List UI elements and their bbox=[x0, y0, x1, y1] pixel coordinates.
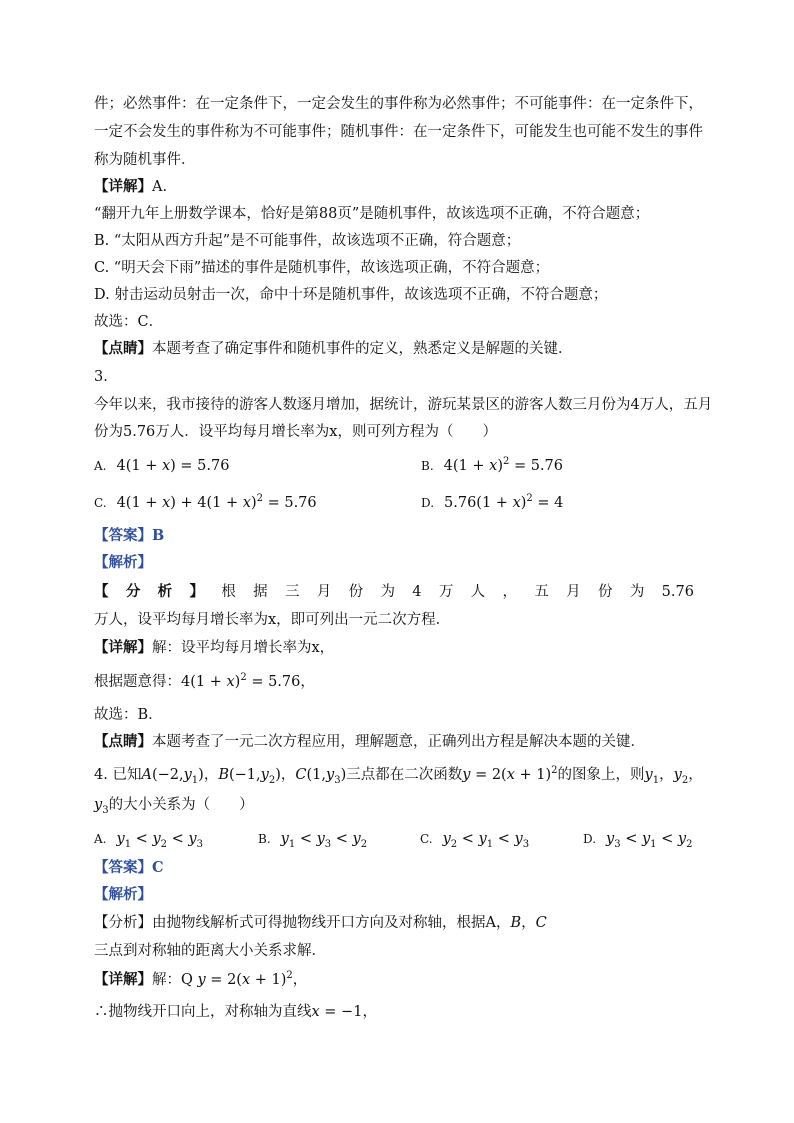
option-b: B. $y_1 < y_3 < y_2$ bbox=[258, 831, 368, 850]
conclusion-line: ∴抛物线开口向上，对称轴为直线x = −1， bbox=[94, 1004, 377, 1020]
analysis-char: 万 bbox=[438, 584, 454, 600]
analysis-tag: 【解析】 bbox=[94, 886, 152, 903]
question-4-line-2: $y_3$的大小关系为（ ） bbox=[94, 797, 254, 816]
comment-tag: 【点睛】 bbox=[94, 340, 152, 357]
detail-line bbox=[94, 177, 167, 197]
answer-tag: 【答案】B bbox=[94, 527, 165, 544]
option-c: C. $y_2 < y_1 < y_3$ bbox=[420, 831, 530, 850]
analysis-char: 份 bbox=[597, 584, 613, 600]
question-number: 3. bbox=[94, 369, 108, 385]
detail-tag: 【详解】 bbox=[94, 178, 152, 195]
text-line: B. “太阳从西方升起”是不可能事件，故该选项不正确，符合题意； bbox=[94, 233, 521, 249]
comment-line bbox=[94, 339, 573, 359]
analysis-char: 分 bbox=[125, 583, 141, 600]
analysis-char: 【 bbox=[94, 583, 109, 600]
analysis-char: 】 bbox=[189, 583, 204, 600]
analysis-line: 【分析】由抛物线解析式可得抛物线开口方向及对称轴，根据A，B，C bbox=[94, 915, 547, 931]
analysis-char: 析 bbox=[157, 583, 173, 600]
text-line: 称为随机事件． bbox=[94, 152, 196, 168]
text-line: 件；必然事件：在一定条件下，一定会发生的事件称为必然事件；不可能事件：在一定条件下， bbox=[94, 96, 703, 112]
answer-tag: 【答案】C bbox=[94, 859, 164, 876]
text-line: “翻开九年上册数学课本，恰好是第88页”是随机事件，故该选项不正确，不符合题意； bbox=[94, 206, 650, 222]
analysis-line bbox=[94, 582, 694, 602]
option-a: A. $y_1 < y_2 < y_3$ bbox=[94, 831, 203, 850]
analysis-char: 月 bbox=[566, 584, 581, 600]
analysis-tag: 【解析】 bbox=[94, 554, 152, 571]
analysis-char: 月 bbox=[316, 584, 332, 600]
analysis-line-2: 万人，设平均每月增长率为x，即可列出一元二次方程． bbox=[94, 612, 451, 628]
text-line: C. “明天会下雨”描述的事件是随机事件，故该选项正确，不符合题意； bbox=[94, 260, 550, 276]
option-d: D. $y_3 < y_1 < y_2$ bbox=[583, 831, 693, 850]
option-c: C. $4(1 + x) + 4(1 + x)^2 = 5.76$ bbox=[94, 493, 317, 511]
option-b: B. $4(1 + x)^2 = 5.76$ bbox=[421, 456, 564, 474]
analysis-char: 三 bbox=[284, 584, 300, 600]
analysis-char: 4 bbox=[412, 584, 422, 600]
analysis-line-2: 三点到对称轴的距离大小关系求解． bbox=[94, 943, 326, 959]
text-line: D. 射击运动员射击一次，命中十环是随机事件，故该选项不正确，不符合题意； bbox=[94, 287, 608, 303]
equation-line: 根据题意得：$4(1 + x)^2 = 5.76$， bbox=[94, 672, 315, 690]
analysis-char: 5.76 bbox=[661, 584, 694, 600]
analysis-char: 份 bbox=[348, 584, 364, 600]
option-a: A. 4(1 + x) = 5.76 bbox=[94, 458, 230, 474]
comment-line: 【点睛】本题考查了一元二次方程应用，理解题意，正确列出方程是解决本题的关键． bbox=[94, 733, 645, 750]
question-text: 今年以来，我市接待的游客人数逐月增加，据统计，游玩某景区的游客人数三月份为4万人，五月 bbox=[94, 397, 713, 413]
question-text: 份为5.76万人．设平均每月增长率为x，则可列方程为（ ） bbox=[94, 424, 497, 440]
analysis-char: 五 bbox=[534, 584, 549, 600]
question-4-line-1: 4. 已知$A(-2,y_1)$，$B(-1,y_2)$，$C(1,y_3)$三点都在二次函数$y = 2(x + 1)^2$的图象上，则$y_1$，$y_2$， bbox=[94, 765, 703, 786]
text-line: 一定不会发生的事件称为不可能事件；随机事件：在一定条件下，可能发生也可能不发生的事件 bbox=[94, 124, 703, 140]
analysis-char: ， bbox=[502, 584, 517, 600]
detail-text: A. bbox=[152, 179, 168, 195]
analysis-char: 为 bbox=[380, 584, 395, 600]
choose-line: 故选：B． bbox=[94, 707, 163, 723]
analysis-char: 人 bbox=[470, 584, 486, 600]
analysis-char: 根 bbox=[221, 584, 236, 600]
detail-line: 【详解】解：设平均每月增长率为x， bbox=[94, 639, 335, 656]
analysis-char: 为 bbox=[629, 584, 645, 600]
detail-line: 【详解】解：Q $y = 2(x + 1)^2$， bbox=[94, 970, 308, 988]
comment-text: 本题考查了确定事件和随机事件的定义，熟悉定义是解题的关键． bbox=[152, 341, 573, 357]
analysis-char: 据 bbox=[253, 584, 268, 600]
option-d: D. $5.76(1 + x)^2 = 4$ bbox=[421, 493, 564, 511]
text-line: 故选：C． bbox=[94, 314, 164, 330]
